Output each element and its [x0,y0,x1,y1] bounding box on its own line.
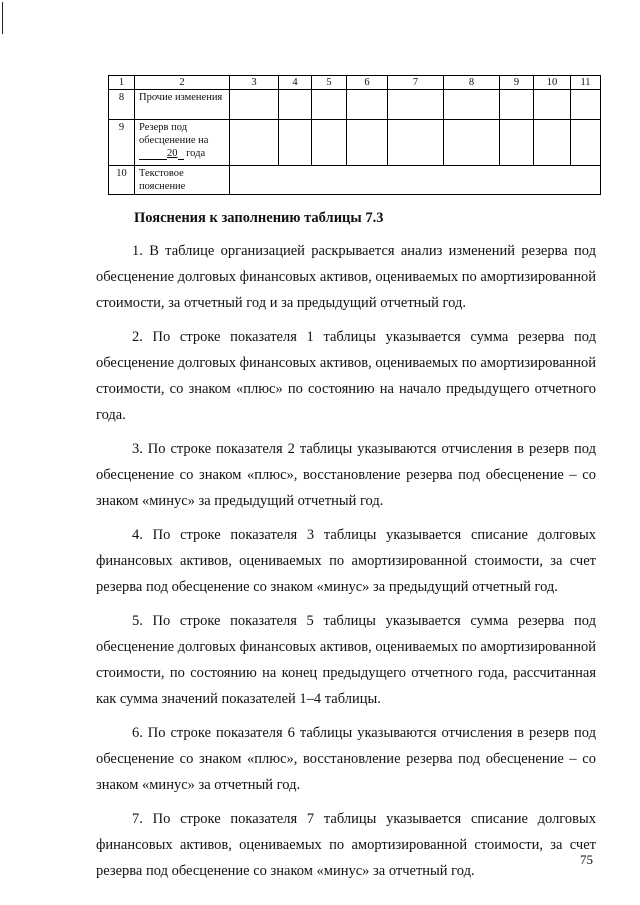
table-cell [312,120,347,166]
col-header: 1 [109,76,135,90]
table-cell [500,90,534,120]
page-number: 75 [580,852,593,867]
row-label-text: Резерв под обесценение на [139,122,209,146]
paragraph: 3. По строке показателя 2 таблицы указываются отчисления в резерв под обесценение со знаком «плюс», восстановление резерва под обесценение – со знаком «минус» за предыдущий отчетный год. [96,441,596,509]
year-blank [178,159,184,160]
table-cell [279,90,312,120]
col-header: 8 [444,76,500,90]
row-label: Прочие изменения [135,90,230,120]
table-cell [347,120,388,166]
table-cell [571,90,601,120]
col-header: 4 [279,76,312,90]
row-number: 8 [109,90,135,120]
table-cell [347,90,388,120]
row-label: Текстовое пояснение [135,166,230,195]
col-header: 5 [312,76,347,90]
table-row [109,90,601,120]
page-edge-mark [2,2,3,34]
row-label [135,120,230,166]
table-7-3-continuation [108,75,601,195]
table-header-row [109,76,601,90]
paragraph: 4. По строке показателя 3 таблицы указывается списание долговых финансовых активов, оцениваемых по амортизированной стоимости, за счет резерва под обесценение со знаком «минус» за предыдущий отчетный год. [96,527,596,595]
col-header: 6 [347,76,388,90]
col-header: 2 [135,76,230,90]
paragraph: 5. По строке показателя 5 таблицы указывается сумма резерва под обесценение долговых финансовых активов, оцениваемых по амортизированной стоимости, по состоянию на конец предыдущего отчетного года, рассчитанная как сумма значений показателей 1–4 таблицы. [96,613,596,707]
table-cell [230,120,279,166]
paragraph: 2. По строке показателя 1 таблицы указывается сумма резерва под обесценение долговых финансовых активов, оцениваемых по амортизированной стоимости, со знаком «плюс» по состоянию на начало предыдущего отчетного года. [96,329,596,423]
section-heading: Пояснения к заполнению таблицы 7.3 [134,210,384,226]
table-row [109,120,601,166]
paragraph: 1. В таблице организацией раскрывается анализ изменений резерва под обесценение долговых финансовых активов, оцениваемых по амортизированной стоимости, за отчетный год и за предыдущий отчетный год. [96,243,596,311]
table-cell [312,90,347,120]
col-header: 7 [388,76,444,90]
year-blank [139,159,167,160]
table-cell [388,120,444,166]
table-row [109,166,601,195]
table-cell [571,120,601,166]
table-cell [444,120,500,166]
merged-cell [230,166,601,195]
paragraph: 7. По строке показателя 7 таблицы указывается списание долговых финансовых активов, оцениваемых по амортизированной стоимости, за счет резерва под обесценение со знаком «минус» за отчетный год. [96,811,596,879]
table-cell [500,120,534,166]
table-cell [230,90,279,120]
table-cell [534,120,571,166]
row-number: 10 [109,166,135,195]
col-header: 3 [230,76,279,90]
row-label-text: года [186,148,206,159]
row-number: 9 [109,120,135,166]
col-header: 9 [500,76,534,90]
col-header: 11 [571,76,601,90]
table-cell [534,90,571,120]
table-cell [388,90,444,120]
col-header: 10 [534,76,571,90]
year-value: 20 [167,148,178,159]
table-cell [444,90,500,120]
table-cell [279,120,312,166]
explanation-text [96,238,596,892]
paragraph: 6. По строке показателя 6 таблицы указываются отчисления в резерв под обесценение со знаком «плюс», восстановление резерва под обесценение – со знаком «минус» за отчетный год. [96,725,596,793]
